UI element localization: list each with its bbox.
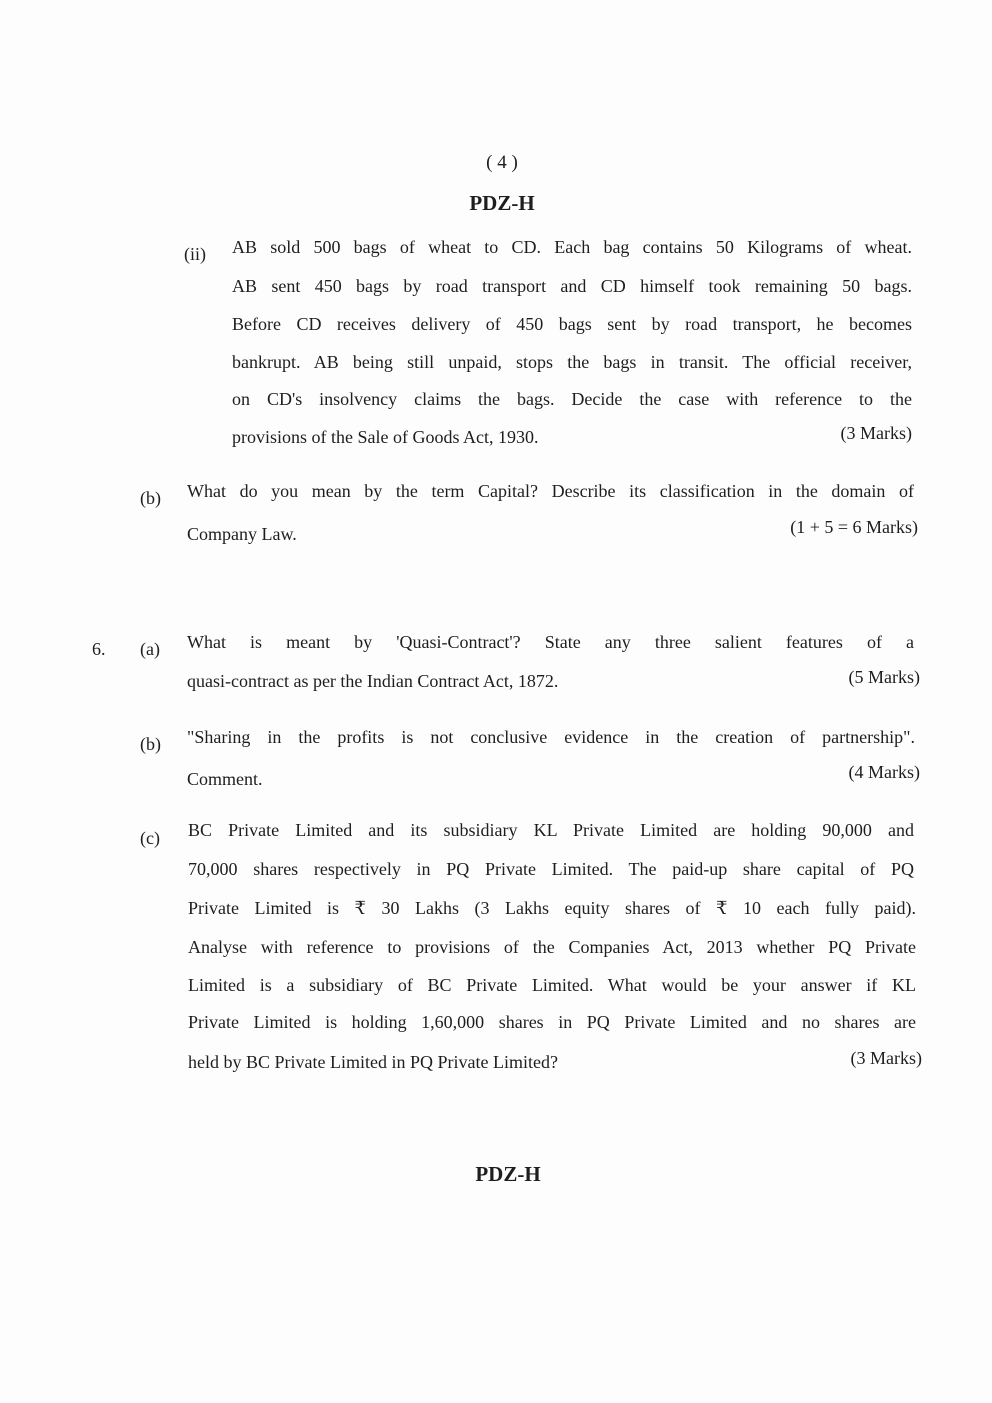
question-text-line: on CD's insolvency claims the bags. Decide the case with reference to the [232,389,912,409]
question-text-line: Comment. [187,769,263,789]
question-text-line: held by BC Private Limited in PQ Private Limited? [188,1052,558,1072]
question-number: 6. [92,639,106,659]
question-text-line: AB sold 500 bags of wheat to CD. Each bag contains 50 Kilograms of wheat. [232,237,912,257]
question-text-line: provisions of the Sale of Goods Act, 1930. [232,427,539,447]
marks-label: (4 Marks) [848,762,920,782]
question-text-line: BC Private Limited and its subsidiary KL Private Limited are holding 90,000 and [188,820,914,840]
question-text-line: What do you mean by the term Capital? Describe its classification in the domain of [187,481,914,501]
marks-label: (1 + 5 = 6 Marks) [790,517,918,537]
question-text-line: Company Law. [187,524,297,544]
page-number: ( 4 ) [486,152,518,173]
part-label: (b) [140,488,161,508]
question-text-line: 70,000 shares respectively in PQ Private Limited. The paid-up share capital of PQ [188,859,914,879]
question-text-line: AB sent 450 bags by road transport and CD himself took remaining 50 bags. [232,276,912,296]
question-text-line: Before CD receives delivery of 450 bags sent by road transport, he becomes [232,314,912,334]
part-label: (b) [140,734,161,754]
paper-code-header: PDZ-H [469,191,535,215]
question-text-line: Private Limited is holding 1,60,000 shares in PQ Private Limited and no shares are [188,1012,916,1032]
question-text-line: "Sharing in the profits is not conclusive evidence in the creation of partnership". [187,727,915,747]
paper-code-footer: PDZ-H [475,1162,541,1186]
question-text-line: bankrupt. AB being still unpaid, stops the bags in transit. The official receiver, [232,352,912,372]
question-text-line: What is meant by 'Quasi-Contract'? State any three salient features of a [187,632,914,652]
question-text-line: Analyse with reference to provisions of the Companies Act, 2013 whether PQ Private [188,937,916,957]
part-label: (ii) [184,244,206,264]
marks-label: (5 Marks) [848,667,920,687]
question-text-line: Limited is a subsidiary of BC Private Limited. What would be your answer if KL [188,975,916,995]
marks-label: (3 Marks) [840,423,912,443]
question-text-line: quasi-contract as per the Indian Contract Act, 1872. [187,671,559,691]
part-label: (c) [140,828,160,848]
marks-label: (3 Marks) [850,1048,922,1068]
part-label: (a) [140,639,160,659]
question-text-line: Private Limited is ₹ 30 Lakhs (3 Lakhs equity shares of ₹ 10 each fully paid). [188,898,916,918]
